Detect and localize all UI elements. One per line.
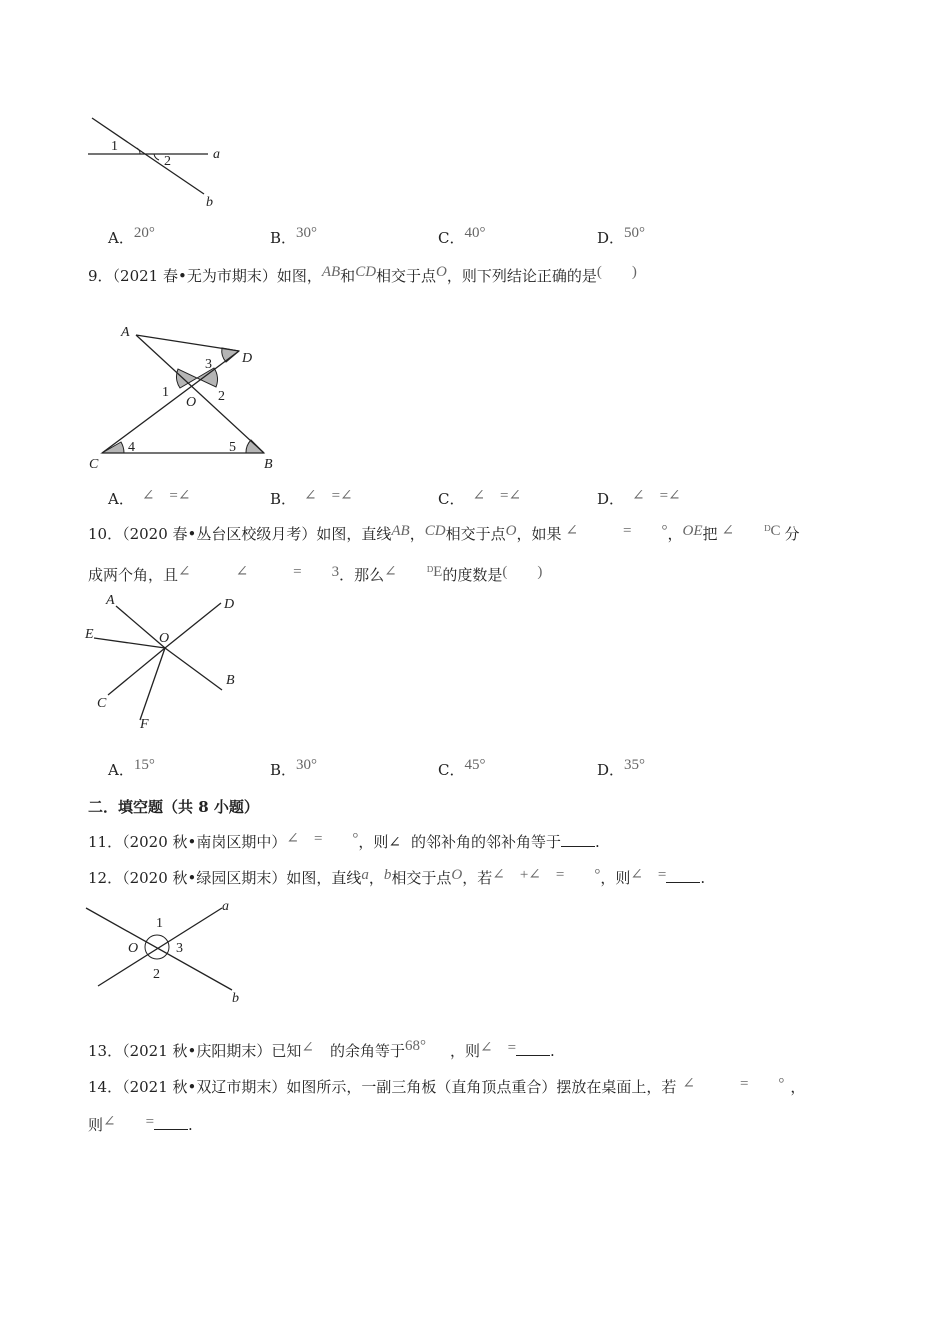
label-b: b [232,991,239,1006]
formula-angle: ∠ = [630,867,667,883]
text: ， [790,1078,806,1096]
question-number: 13． [88,1042,123,1060]
question-text: （2021 秋•庆阳期末）已知 [122,1042,302,1060]
math-oe: OE [682,523,703,539]
question-10-line-2 [88,565,542,586]
q10-option-b[interactable] [270,757,318,781]
label-a: A [121,325,130,340]
question-text: （2021 春•无为市期末）如图， [112,267,322,285]
formula-angle: ∠ = ° [682,1076,785,1092]
question-14-line-2 [88,1115,193,1136]
label-a: a [222,899,229,914]
label-o: O [128,941,139,956]
formula-angle-sum: ∠ +∠ = ° [492,867,601,883]
text: ，则 [600,869,631,887]
question-number: 10． [88,525,123,543]
label-1: 1 [156,916,163,931]
text: ，如果 [516,525,562,543]
q9-option-c[interactable] [438,489,521,510]
text: 的余角等于 [329,1042,405,1060]
math-b: b [383,867,392,883]
text: 相交于点 [445,525,506,543]
q10-option-c[interactable] [438,757,486,781]
q9-option-b[interactable] [270,489,353,510]
q8-option-a[interactable] [108,225,155,249]
question-9 [88,266,637,287]
text: 和 [340,267,356,285]
text: ，则 [449,1042,480,1060]
question-number: 14． [88,1078,123,1096]
label-d: D [224,597,235,612]
label-3: 3 [205,357,212,372]
label-o: O [186,395,197,410]
option-letter: B． [270,761,297,779]
text: 相交于点 [376,267,437,285]
option-letter: D． [597,761,625,779]
figure-q8 [80,112,240,212]
option-letter: A． [108,229,134,247]
formula-angle: ∠ = ° [565,523,668,539]
q8-option-c[interactable] [438,225,486,249]
option-letter: C． [438,490,465,508]
angle-1-arc [137,148,140,154]
option-letter: C． [438,229,465,247]
question-text: （2020 秋•绿园区期末）如图，直线 [122,869,362,887]
formula-angle: ∠ [301,1040,314,1056]
option-value: ∠ =∠ [141,488,191,504]
answer-blank[interactable] [154,1115,188,1130]
ray-od [165,603,221,648]
question-number: 9． [88,267,113,285]
option-value: 30° [296,757,318,773]
question-text: （2020 秋•南岗区期中） [122,833,287,851]
option-letter: D． [597,490,625,508]
q10-option-d[interactable] [597,757,646,781]
text: 则 [88,1116,104,1134]
text: . [595,833,600,851]
formula-value: 68° [404,1038,426,1054]
label-5: 5 [229,440,236,455]
question-11 [88,832,600,853]
section-heading: 二．填空题（共 8 小题） [88,798,259,816]
text: ， [667,525,683,543]
text: 的邻补角的邻补角等于 [411,833,562,851]
label-c: C [89,457,99,472]
figure-q9 [84,318,284,476]
angle-arcs [145,935,169,959]
formula-ratio: ∠ ∠ = 3 [178,564,340,580]
option-value: 15° [133,757,155,773]
math-o: O [451,867,463,883]
math-o: O [436,264,447,280]
answer-blank[interactable] [561,832,595,847]
text: 相交于点 [391,869,452,887]
formula-angle: ∠ = [480,1040,517,1056]
question-14-line-1 [88,1077,805,1098]
figure-q10 [80,590,250,736]
math-a: a [361,867,369,883]
question-text: （2021 秋•双辽市期末）如图所示，一副三角板（直角顶点重合）摆放在桌面上，若 [122,1078,677,1096]
formula-angle: ∠ ᴰC [721,523,781,539]
ray-ob [165,648,222,690]
option-letter: B． [270,229,297,247]
label-e: E [85,627,94,642]
answer-paren: ( ) [502,564,543,580]
label-b: b [206,195,213,210]
question-13 [88,1038,555,1062]
label-b: B [226,673,235,688]
label-a: A [106,593,115,608]
math-cd: CD [355,264,377,280]
q8-option-d[interactable] [597,225,646,249]
text: 分 [784,525,800,543]
q9-option-a[interactable] [108,489,190,510]
angle-2-arc [154,154,159,160]
q8-option-b[interactable] [270,225,318,249]
label-f: F [140,717,149,732]
text: ，则下列结论正确的是 [446,267,597,285]
text: ，则∠ [358,833,401,851]
text: ， [368,869,384,887]
option-value: 35° [624,757,646,773]
text: 成两个角，且 [88,566,179,584]
math-ab: AB [391,523,410,539]
text: . [700,869,706,887]
math-cd: CD [424,523,446,539]
option-letter: C． [438,761,465,779]
question-number: 11． [88,833,123,851]
label-4: 4 [128,440,135,455]
option-letter: D． [597,229,625,247]
question-10-line-1 [88,524,800,545]
text: ， [409,525,425,543]
option-letter: B． [270,490,297,508]
formula-angle: ∠ = [103,1114,155,1130]
label-c: C [97,696,107,711]
label-o: O [159,631,170,646]
label-d: D [242,351,253,366]
option-value: ∠ =∠ [304,488,353,504]
formula-angle: ∠ = ° [286,831,359,847]
answer-blank[interactable] [516,1041,550,1056]
q9-option-d[interactable] [597,489,681,510]
question-12 [88,868,705,889]
q10-option-a[interactable] [108,757,155,781]
question-number: 12． [88,869,123,887]
text: . [188,1116,193,1134]
text: 把 [702,525,718,543]
label-2: 2 [164,154,171,169]
figure-q12 [80,890,260,1010]
answer-paren: ( ) [596,264,637,280]
label-2: 2 [153,967,160,982]
option-value: 40° [464,225,486,241]
label-b: B [264,457,273,472]
option-value: 50° [624,225,646,241]
text: 的度数是 [442,566,503,584]
text: . [550,1042,555,1060]
label-1: 1 [111,139,118,154]
option-value: 30° [296,225,318,241]
question-text: （2020 春•丛台区校级月考）如图，直线 [122,525,392,543]
answer-blank[interactable] [666,868,700,883]
text: ，若 [462,869,493,887]
line-b [92,118,204,194]
math-ab: AB [321,264,341,280]
label-3: 3 [176,941,183,956]
text: ．那么 [339,566,385,584]
option-value: ∠ =∠ [632,488,681,504]
option-letter: A． [108,490,134,508]
label-1: 1 [162,385,169,400]
math-o: O [505,523,517,539]
label-a: a [213,147,220,162]
formula-angle: ∠ ᴰE [384,564,443,580]
option-value: 20° [133,225,155,241]
option-letter: A． [108,761,134,779]
option-value: ∠ =∠ [472,488,522,504]
option-value: 45° [464,757,486,773]
label-2: 2 [218,389,225,404]
